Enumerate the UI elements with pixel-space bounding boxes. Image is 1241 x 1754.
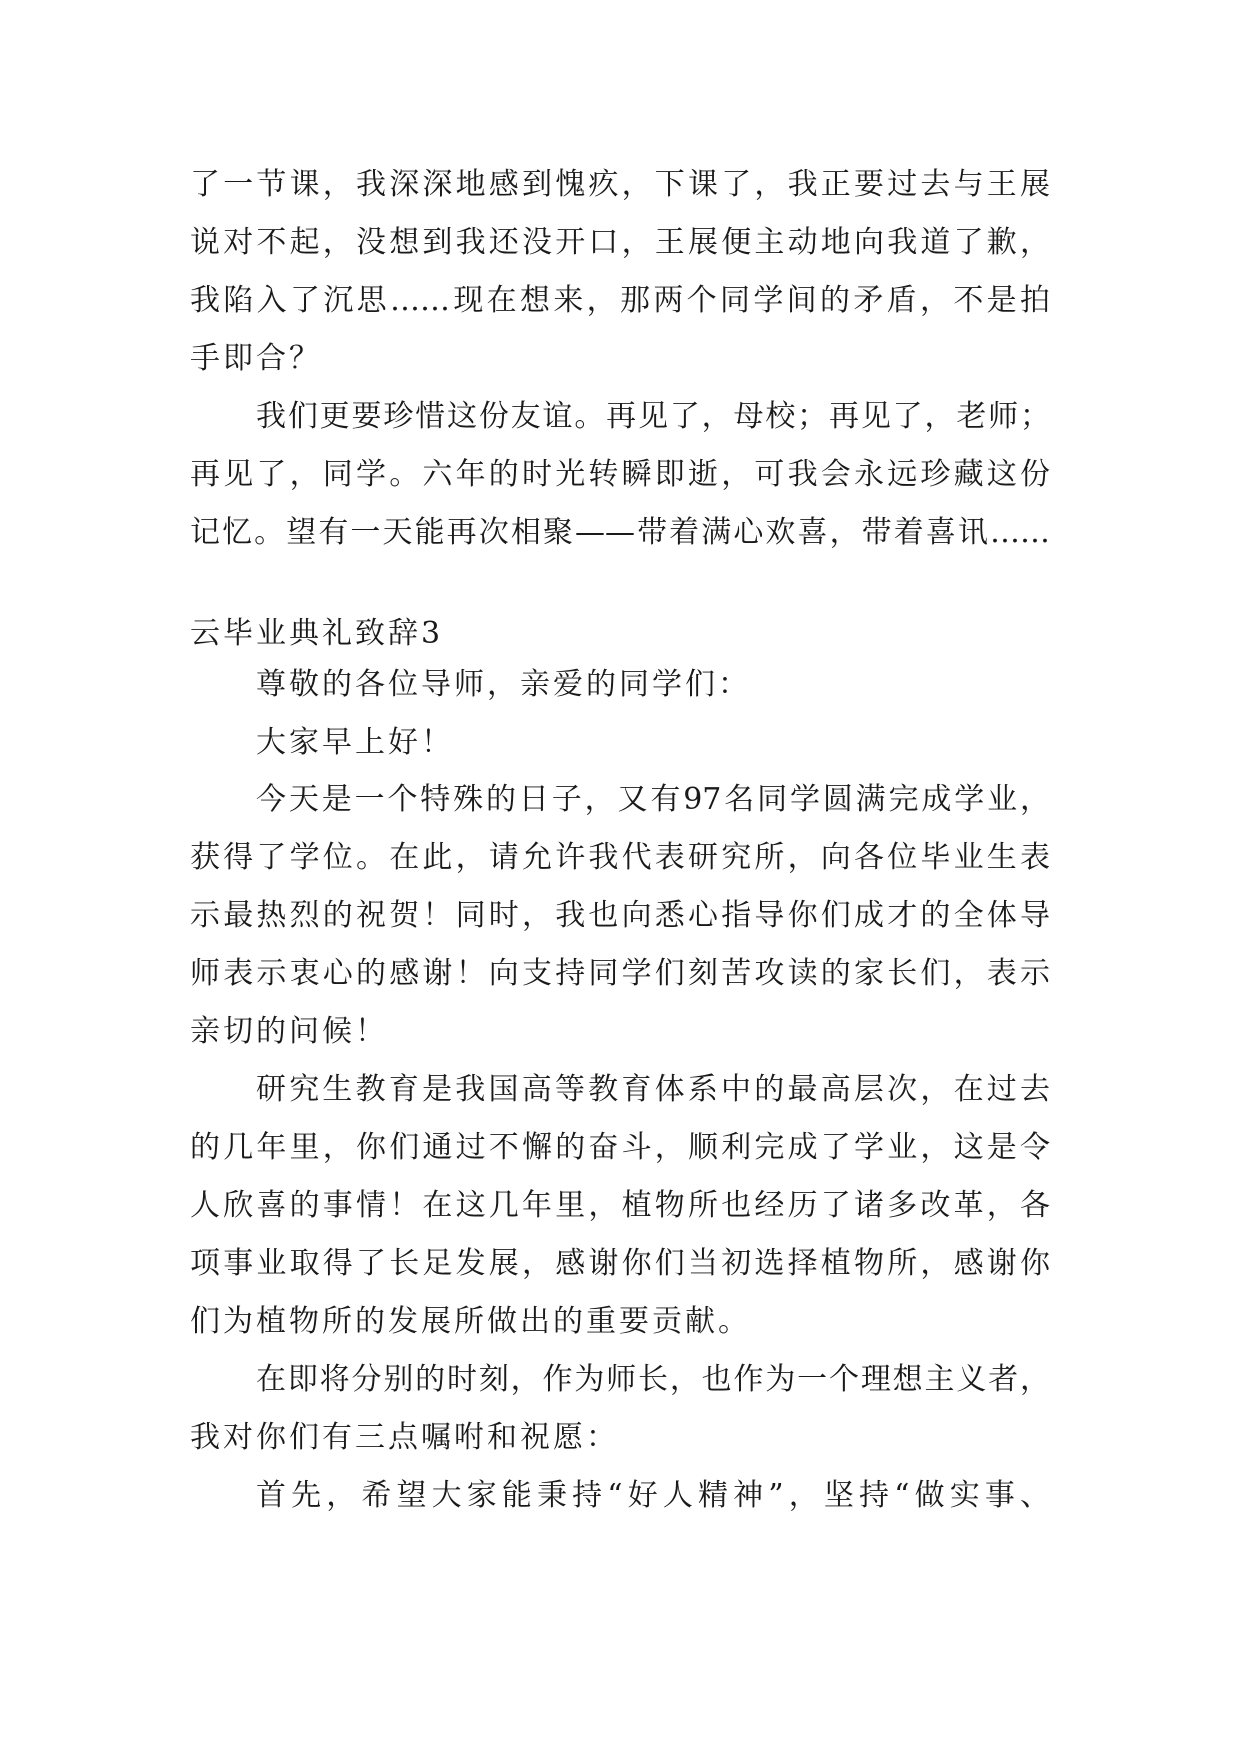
body-line: 亲切的问候！: [190, 1014, 388, 1049]
section-heading: 云毕业典礼致辞3: [190, 616, 444, 651]
body-line: 再见了，同学。六年的时光转瞬即逝，可我会永远珍藏这份: [190, 457, 1050, 492]
body-line: 项事业取得了长足发展，感谢你们当初选择植物所，感谢你: [190, 1246, 1050, 1281]
body-line: 记忆。望有一天能再次相聚——带着满心欢喜，带着喜讯……: [190, 515, 1050, 550]
body-line: 说对不起，没想到我还没开口，王展便主动地向我道了歉，: [190, 225, 1050, 260]
paragraph-first-line: 在即将分别的时刻，作为师长，也作为一个理想主义者，: [256, 1362, 1050, 1397]
body-line: 我陷入了沉思……现在想来，那两个同学间的矛盾，不是拍: [190, 283, 1050, 318]
body-line: 师表示衷心的感谢！向支持同学们刻苦攻读的家长们，表示: [190, 956, 1050, 991]
paragraph-first-line: 研究生教育是我国高等教育体系中的最高层次，在过去: [256, 1072, 1050, 1107]
salutation: 尊敬的各位导师，亲爱的同学们：: [256, 667, 751, 702]
greeting: 大家早上好！: [256, 725, 454, 760]
paragraph-first-line: 我们更要珍惜这份友谊。再见了，母校；再见了，老师；: [256, 399, 1050, 434]
paragraph-first-line: 首先，希望大家能秉持“好人精神”，坚持“做实事、: [256, 1478, 1050, 1513]
body-line: 人欣喜的事情！在这几年里，植物所也经历了诸多改革，各: [190, 1188, 1050, 1223]
body-line: 我对你们有三点嘱咐和祝愿：: [190, 1420, 619, 1455]
paragraph-first-line: 今天是一个特殊的日子，又有97名同学圆满完成学业，: [256, 782, 1050, 817]
body-line: 获得了学位。在此，请允许我代表研究所，向各位毕业生表: [190, 840, 1050, 875]
body-line: 手即合？: [190, 341, 322, 376]
body-line: 了一节课，我深深地感到愧疚，下课了，我正要过去与王展: [190, 167, 1050, 202]
body-line: 们为植物所的发展所做出的重要贡献。: [190, 1304, 751, 1339]
body-line: 示最热烈的祝贺！同时，我也向悉心指导你们成才的全体导: [190, 898, 1050, 933]
body-line: 的几年里，你们通过不懈的奋斗，顺利完成了学业，这是令: [190, 1130, 1050, 1165]
